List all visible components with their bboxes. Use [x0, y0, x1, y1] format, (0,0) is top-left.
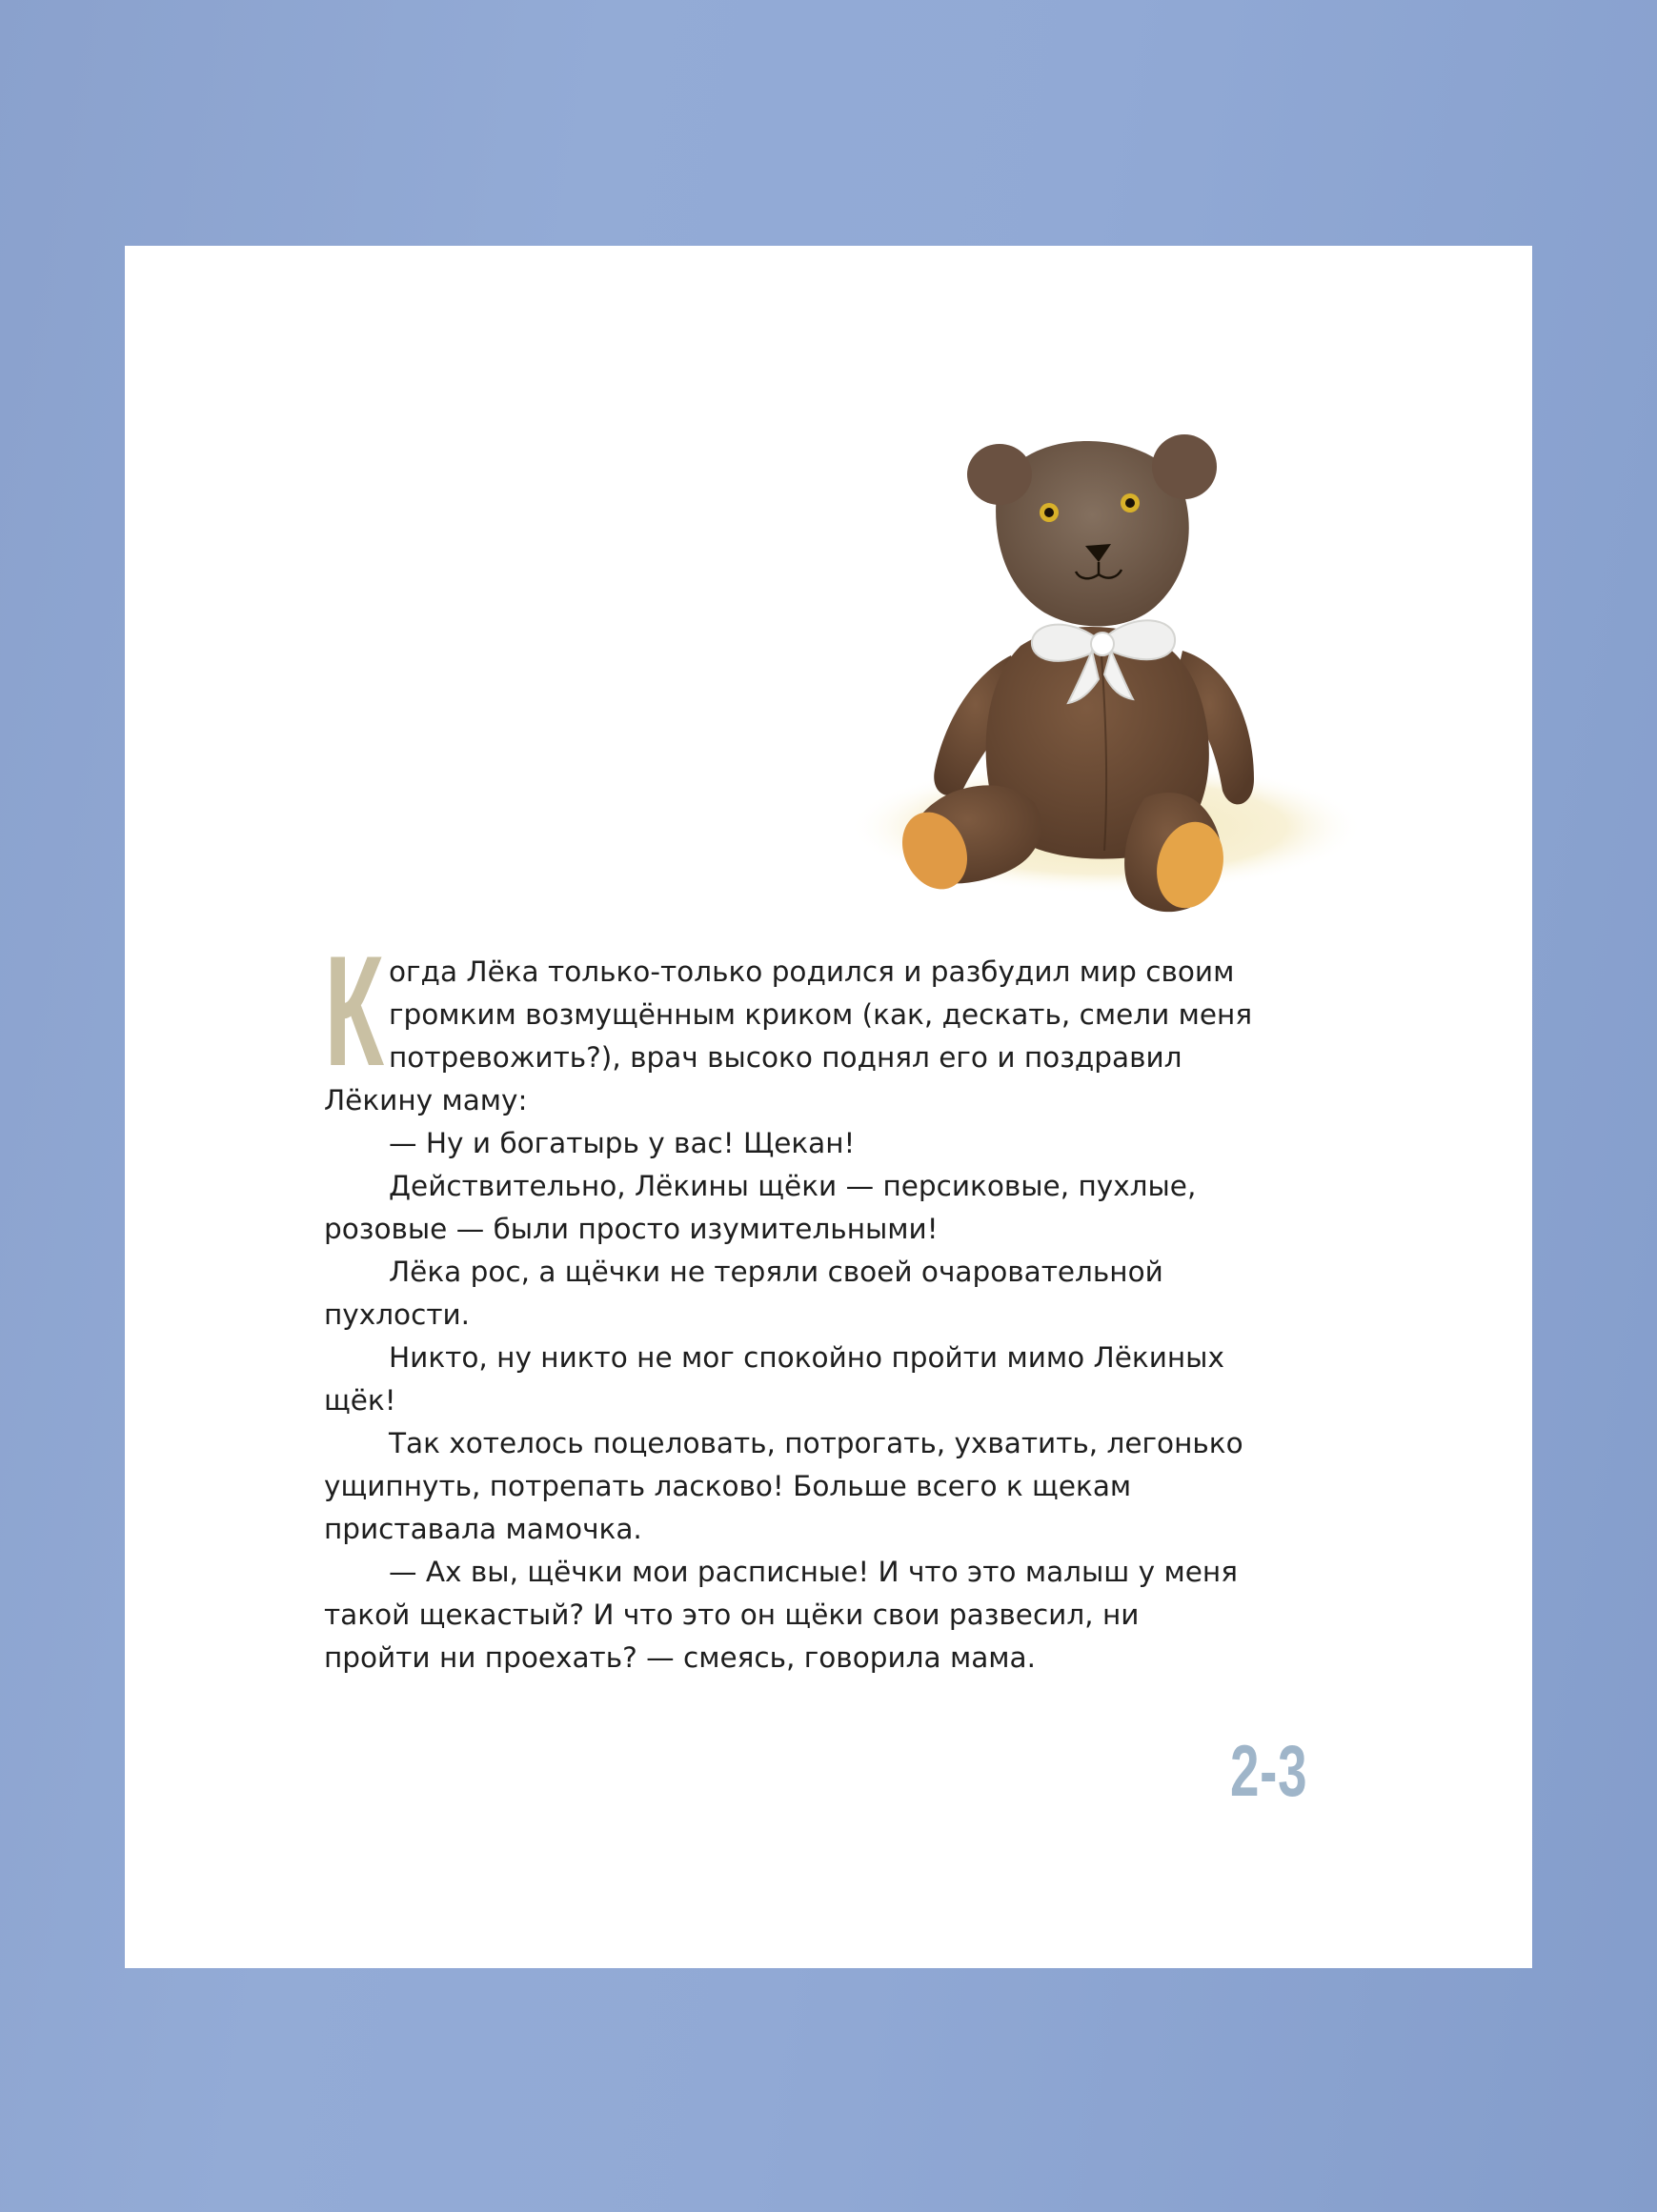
story-line: — Ах вы, щёчки мои расписные! И что это малыш у меня	[389, 1556, 1238, 1588]
story-line: розовые — были просто изумительными!	[324, 1213, 939, 1245]
story-line: щёк!	[324, 1384, 396, 1417]
story-line: Действительно, Лёкины щёки — персиковые, пухлые,	[389, 1170, 1197, 1202]
story-line: Так хотелось поцеловать, потрогать, ухватить, легонько	[389, 1427, 1243, 1459]
story-line: — Ну и богатырь у вас! Щекан!	[389, 1127, 856, 1159]
story-line: громким возмущённым криком (как, дескать, смели меня	[389, 998, 1253, 1031]
story-line: ущипнуть, потрепать ласково! Больше всего к щекам	[324, 1470, 1132, 1502]
story-line: пройти ни проехать? — смеясь, говорила мама.	[324, 1641, 1036, 1674]
story-line: Никто, ну никто не мог спокойно пройти мимо Лёкиных	[389, 1341, 1224, 1374]
story-line: Лёка рос, а щёчки не теряли своей очаровательной	[389, 1256, 1163, 1288]
book-page	[125, 246, 1532, 1968]
story-line: потревожить?), врач высоко поднял его и поздравил	[389, 1041, 1182, 1074]
story-text	[324, 951, 1334, 1679]
story-opening	[324, 951, 1334, 1079]
page-number: 2-3	[1230, 1731, 1308, 1812]
teddy-bear-icon	[830, 417, 1383, 913]
story-line: огда Лёка только-только родился и разбудил мир своим	[389, 955, 1235, 988]
drop-cap-letter: К	[324, 951, 384, 1068]
story-line: приставала мамочка.	[324, 1513, 642, 1545]
story-line: такой щекастый? И что это он щёки свои развесил, ни	[324, 1599, 1140, 1631]
story-line: Лёкину маму:	[324, 1084, 528, 1116]
story-line: пухлости.	[324, 1298, 471, 1331]
drop-cap	[324, 951, 385, 1068]
